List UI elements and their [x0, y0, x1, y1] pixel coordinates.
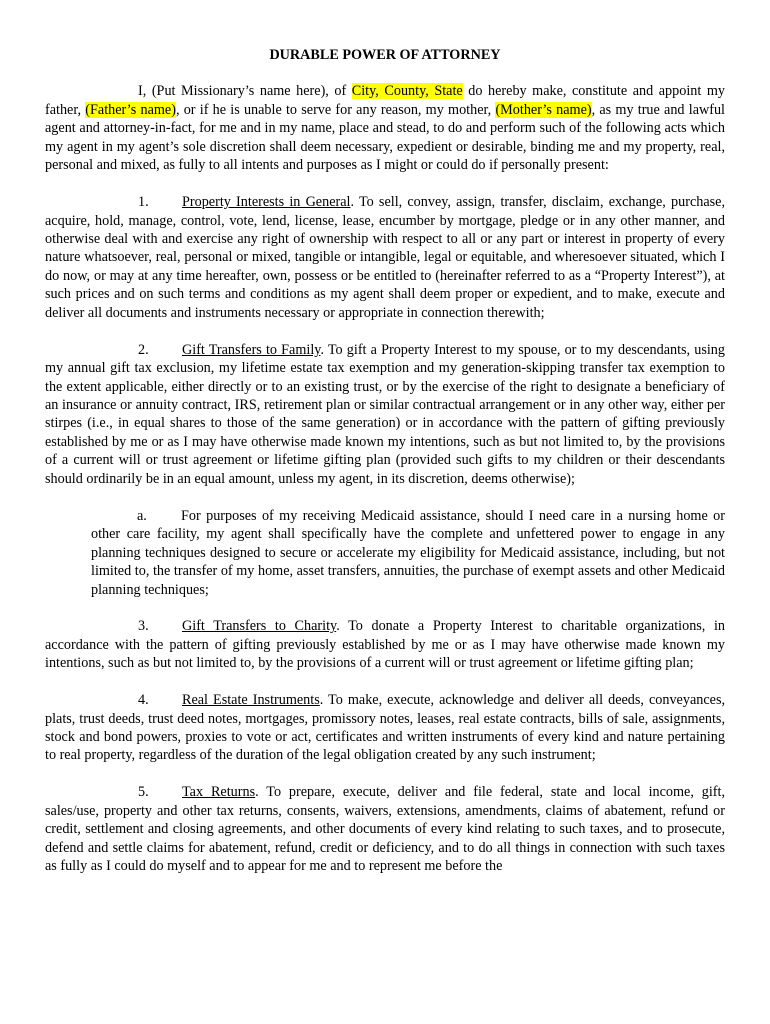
subsection-a	[91, 507, 725, 599]
section-3	[45, 617, 725, 672]
subsection-text: For purposes of my receiving Medicaid assistance, should I need care in a nursing home or other care facility, my agent shall specifically have the complete and unfettered power to engage in any planning techniques designed to secure or accelerate my eligibility for Medicaid assistance, including, but not limited to, the transfer of my home, asset transfers, annuities, the purchase of exempt assets and other Medicaid planning techniques;	[91, 507, 725, 598]
section-5	[45, 783, 725, 875]
section-text: . To gift a Property Interest to my spouse, or to my descendants, using my annual gift tax exclusion, my lifetime estate tax exemption and my generation-skipping transfer tax exemption to the extent applicable, either directly or to an existing trust, or by the exercise of the right to designate a beneficiary of an insurance or annuity contract, IRS, retirement plan or similar contractual arrangement or in any other way, either per stirpes (i.e., in equal shares to those of the same generation) or in accordance with the pattern of gifting previously established by me or as I may have otherwise made known my intentions, such as but not limited to, by the provisions of a current will or trust agreement or lifetime gifting plan (provided such gifts to my children or their descendants should ordinarily be in an equal amount, unless my agent, in its discretion, deems otherwise);	[45, 341, 725, 487]
section-2	[45, 341, 725, 489]
father-placeholder: (Father’s name)	[85, 101, 176, 118]
intro-text-1: I, (Put Missionary’s name here), of	[138, 83, 352, 100]
section-text: . To make, execute, acknowledge and deliver all deeds, conveyances, plats, trust deeds, trust deed notes, mortgages, promissory notes, leases, real estate contracts, bills of sale, assignments, stock and bond powers, proxies to vote or act, certificates and written instruments of every kind and nature pertaining to real property, regardless of the duration of the legal obligation created by any such instrument;	[45, 692, 726, 764]
mother-placeholder: (Mother’s name)	[495, 101, 592, 118]
intro-text-4: , as my true and lawful agent and attorney-in-fact, for me and in my name, place and stead, to do and perform such of the following acts which my agent in my agent’s sole discretion shall deem necessary, expedient or desirable, binding me and my property, real, personal and mixed, as fully to all intents and purposes as I might or could do if personally present:	[45, 101, 725, 174]
section-text: . To prepare, execute, deliver and file federal, state and local income, gift, sales/use, property and other tax returns, consents, waivers, extensions, amendments, claims of abatement, refund or credit, settlement and closing agreements, and other documents of every kind relating to such taxes, and to prosecute, defend and settle claims for abatement, refund, credit or deficiency, and to do all things in connection with such taxes as fully as I could do myself and to appear for me and to represent me before the	[45, 784, 726, 875]
intro-text-2: do hereby make, constitute and appoint my father,	[45, 83, 725, 118]
city-placeholder: City, County, State	[351, 83, 463, 100]
document-page	[45, 46, 725, 894]
intro-paragraph	[45, 82, 725, 174]
section-number: 2.	[138, 341, 149, 358]
section-heading: Real Estate Instruments	[182, 692, 320, 709]
section-heading: Gift Transfers to Family	[182, 341, 321, 358]
intro-text-3: , or if he is unable to serve for any reason, my mother,	[175, 101, 496, 118]
section-heading: Gift Transfers to Charity	[182, 618, 337, 635]
section-heading: Property Interests in General	[182, 194, 351, 211]
section-number: 5.	[138, 784, 149, 801]
section-number: 1.	[138, 194, 149, 211]
section-text: . To sell, convey, assign, transfer, disclaim, exchange, purchase, acquire, hold, manage, control, vote, lend, license, lease, encumber by mortgage, pledge or in any other manner, and otherwise deal with and exercise any right of ownership with respect to all or any part or interest in property of every nature whatsoever, real, personal or mixed, tangible or intangible, legal or equitable, and wheresoever situated, which I do now, or may at any time hereafter, own, possess or be entitled to (hereinafter referred to as a “Property Interest”), at such prices and on such terms and conditions as my agent shall deem proper or expedient, and to make, execute and deliver all documents and instruments necessary or appropriate in connection therewith;	[45, 194, 725, 321]
subsection-letter: a.	[137, 507, 147, 524]
section-heading: Tax Returns	[182, 784, 256, 801]
section-1	[45, 193, 725, 322]
section-text: . To donate a Property Interest to charitable organizations, in accordance with the pattern of gifting previously established by me or as I may have otherwise made known my intentions, such as but not limited to, by the provisions of a current will or trust agreement or lifetime gifting plan;	[45, 618, 725, 672]
section-4	[45, 691, 725, 765]
section-number: 4.	[138, 692, 149, 709]
document-title: DURABLE POWER OF ATTORNEY	[269, 47, 501, 63]
section-number: 3.	[138, 618, 149, 635]
